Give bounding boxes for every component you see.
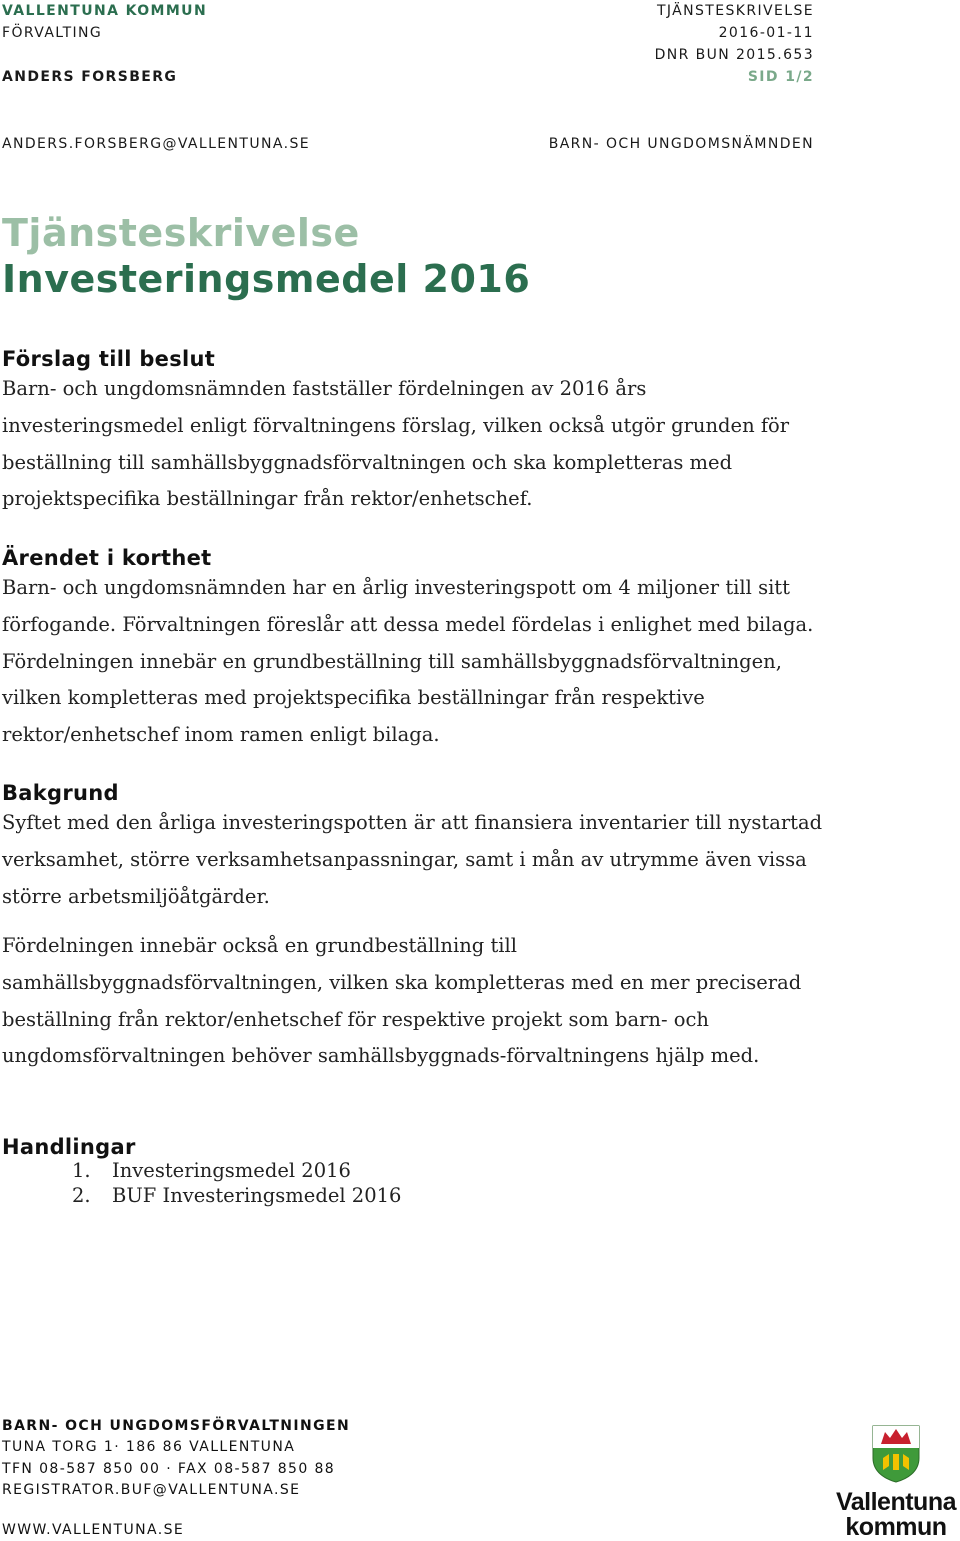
bakgrund-text-1: Syftet med den årliga investeringspotten är att finansiera inventarier till nystartad verksamhet, större verksamhetsanpassningar, samt i mån av utrymme även vissa större arbetsmiljöåtgärder. (2, 811, 823, 908)
doc-date: 2016-01-11 (718, 25, 814, 41)
heading-handlingar: Handlingar (2, 1135, 136, 1159)
coat-of-arms-icon (871, 1424, 921, 1484)
arendet-text: Barn- och ungdomsnämnden har en årlig investeringspott om 4 miljoner till sitt förfogande. Förvaltningen föreslår att dessa medel fördelas i enlighet med bilaga. Fördelningen innebär en grundbeställning till samhällsbyggnadsförvaltningen, vilken kompletteras med projektspecifika beställningar från respektive rektor/enhetschef inom ramen enligt bilaga. (2, 576, 814, 747)
page-number: SID 1/2 (747, 69, 814, 85)
attachments-list (72, 1158, 401, 1208)
title-line-1: Tjänsteskrivelse (2, 211, 360, 255)
bakgrund-text-2: Fördelningen innebär också en grundbeställning till samhällsbyggnadsförvaltningen, vilken ska kompletteras med en mer preciserad beställning från rektor/enhetschef för respektive projekt som barn- och ungdomsförvaltningen behöver samhällsbyggnads-förvaltningens hjälp med. (2, 934, 802, 1068)
department: FÖRVALTING (2, 25, 103, 41)
doc-type: TJÄNSTESKRIVELSE (656, 3, 814, 19)
heading-forslag: Förslag till beslut (2, 347, 216, 371)
heading-bakgrund: Bakgrund (2, 781, 119, 805)
logo-text-vallentuna: Vallentuna (835, 1488, 957, 1516)
footer-email: REGISTRATOR.BUF@VALLENTUNA.SE (2, 1482, 301, 1498)
list-item (72, 1183, 401, 1208)
paragraph-bakgrund-1 (2, 805, 832, 915)
footer-phone: TFN 08-587 850 00 · FAX 08-587 850 88 (2, 1461, 336, 1477)
org-name: VALLENTUNA KOMMUN (2, 3, 208, 19)
list-item-number: 2. (72, 1184, 91, 1207)
author-email: ANDERS.FORSBERG@VALLENTUNA.SE (2, 136, 311, 152)
list-item-label: Investeringsmedel 2016 (112, 1159, 351, 1182)
footer-web: WWW.VALLENTUNA.SE (2, 1522, 185, 1538)
recipient: BARN- OCH UNGDOMSNÄMNDEN (548, 136, 814, 152)
forslag-text: Barn- och ungdomsnämnden fastställer fördelningen av 2016 års investeringsmedel enligt förvaltningens förslag, vilken också utgör grunden för beställning till samhällsbyggnadsförvaltningen och ska kompletteras med projektspecifika beställningar från rektor/enhetschef. (2, 377, 790, 511)
paragraph-bakgrund-2 (2, 928, 832, 1075)
logo-text-kommun: kommun (845, 1513, 947, 1541)
list-item-number: 1. (72, 1159, 91, 1182)
footer-org: BARN- OCH UNGDOMSFÖRVALTNINGEN (2, 1418, 351, 1434)
doc-dnr: DNR BUN 2015.653 (654, 47, 814, 63)
paragraph-forslag (2, 371, 832, 518)
heading-arendet: Ärendet i korthet (2, 546, 212, 570)
list-item-label: BUF Investeringsmedel 2016 (112, 1184, 402, 1207)
footer-address: TUNA TORG 1· 186 86 VALLENTUNA (2, 1439, 296, 1455)
list-item (72, 1158, 401, 1183)
paragraph-arendet (2, 570, 832, 754)
vallentuna-logo (832, 1422, 960, 1539)
author-name: ANDERS FORSBERG (2, 69, 178, 85)
title-line-2: Investeringsmedel 2016 (2, 257, 531, 301)
